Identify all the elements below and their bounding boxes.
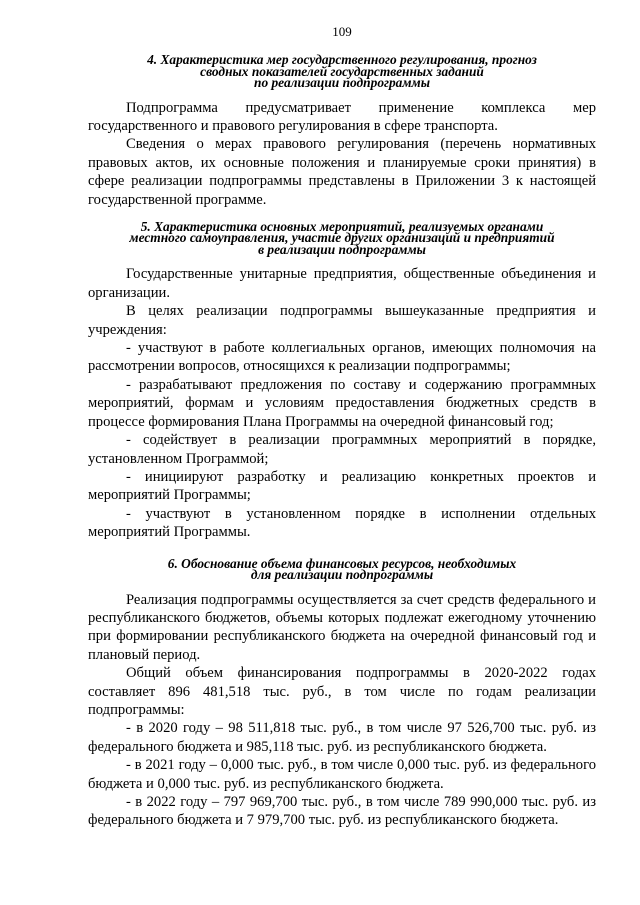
list-item: - участвуют в установленном порядке в исполнении отдельных мероприятий Программы. xyxy=(88,505,596,541)
section-4 xyxy=(88,54,596,209)
paragraph: В целях реализации подпрограммы вышеуказанные предприятия и учреждения: xyxy=(88,303,596,338)
section-heading xyxy=(88,218,596,257)
heading-line: для реализации подпрограммы xyxy=(250,567,434,583)
section-heading xyxy=(88,555,596,583)
paragraph: Сведения о мерах правового регулирования (перечень нормативных правовых актов, их основные положения и планируемые сроки принятия) в сфере реализации подпрограммы представлены в Приложении 3 к настоящей государственной программе. xyxy=(88,136,596,208)
paragraph: Государственные унитарные предприятия, общественные объединения и организации. xyxy=(88,266,596,301)
document-page xyxy=(88,24,596,830)
page-number: 109 xyxy=(332,24,352,39)
section-5 xyxy=(88,218,596,542)
heading-line: 5. Характеристика основных мероприятий, реализуемых органами xyxy=(140,218,544,234)
section-heading xyxy=(88,54,596,89)
paragraph: Подпрограмма предусматривает применение комплекса мер государственного и правового регулирования в сфере транспорта. xyxy=(88,99,596,134)
heading-line: сводных показателей государственных заданий xyxy=(200,63,484,79)
heading-line: по реализации подпрограммы xyxy=(254,75,430,90)
list-item: - разрабатывают предложения по составу и содержанию программных мероприятий, формам и условиям предоставления бюджетных средств в процессе формирования Плана Программы на очередной финансовый год; xyxy=(88,376,596,430)
heading-line: 4. Характеристика мер государственного регулирования, прогноз xyxy=(147,52,537,67)
list-item: - в 2021 году – 0,000 тыс. руб., в том числе 0,000 тыс. руб. из федерального бюджета и 0,000 тыс. руб. из республиканского бюджета. xyxy=(88,757,596,792)
paragraph: Общий объем финансирования подпрограммы в 2020-2022 годах составляет 896 481,518 тыс. руб., в том числе по годам реализации подпрограммы: xyxy=(88,665,596,718)
section-6 xyxy=(88,555,596,830)
heading-line: 6. Обоснование объема финансовых ресурсов, необходимых xyxy=(167,555,517,571)
paragraph: Реализация подпрограммы осуществляется за счет средств федерального и республиканского бюджетов, объемы которых подлежат ежегодному уточнению при формировании республиканского бюджета на очередной финансовый год и плановый период. xyxy=(88,591,596,663)
heading-line: в реализации подпрограммы xyxy=(258,241,426,257)
list-item: - участвуют в работе коллегиальных органов, имеющих полномочия на рассмотрении вопросов, относящихся к реализации подпрограммы; xyxy=(88,340,596,375)
list-item: - в 2022 году – 797 969,700 тыс. руб., в том числе 789 990,000 тыс. руб. из федерального бюджета и 7 979,700 тыс. руб. из республиканского бюджета. xyxy=(88,794,596,829)
list-item: - содействует в реализации программных мероприятий в порядке, установленном Программой; xyxy=(88,432,596,467)
list-item: - в 2020 году – 98 511,818 тыс. руб., в том числе 97 526,700 тыс. руб. из федерального бюджета и 985,118 тыс. руб. из республиканского бюджета. xyxy=(88,720,596,755)
list-item: - инициируют разработку и реализацию конкретных проектов и мероприятий Программы; xyxy=(88,468,596,504)
heading-line: местного самоуправления, участие других организаций и предприятий xyxy=(129,230,555,246)
